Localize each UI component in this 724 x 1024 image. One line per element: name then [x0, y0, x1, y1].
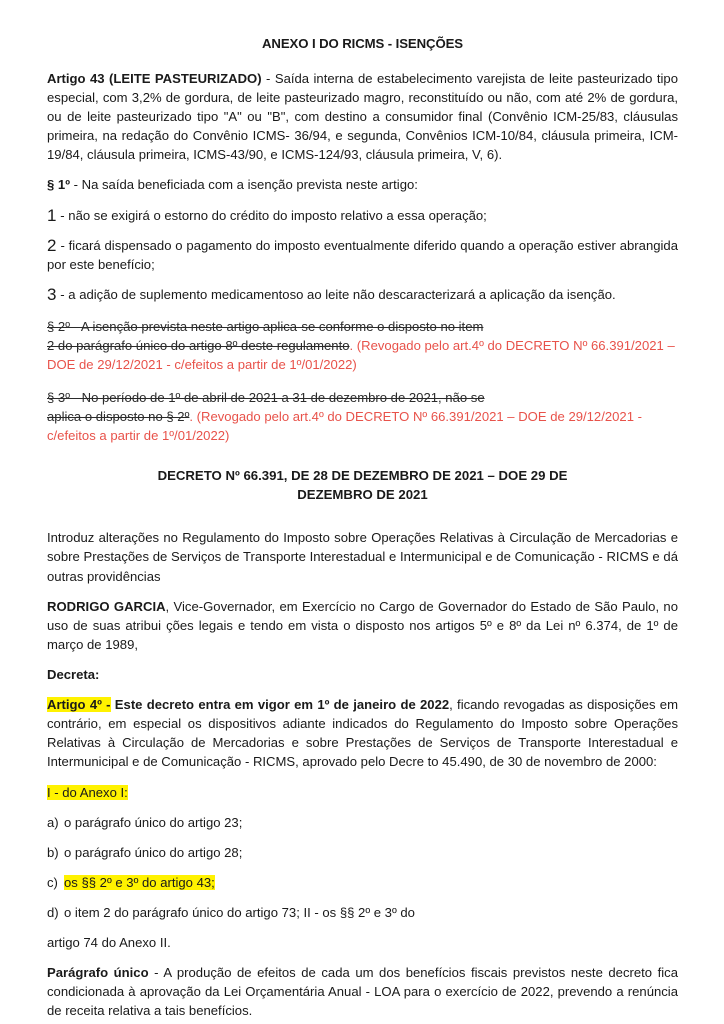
annex-letter-b-text: o parágrafo único do artigo 28;: [64, 844, 243, 860]
article-43-paragraph: [47, 69, 678, 165]
article-4-body: , ficando revogadas as disposições em contrário, em especial os dispositivos adiante indicados do Regulamento do Imposto sobre Operações Relativas à Circulação de Mercadorias e sobre Prestações de Serviços de Transporte Interestadual e Intermunicipal e de Comunicação - RICMS, aprovado pelo Decre to 45.490, de 30 de novembro de 2000:: [47, 697, 678, 770]
paragraph-1-body: - Na saída beneficiada com a isenção prevista neste artigo:: [70, 177, 418, 193]
article-4-bold-lead: Este decreto entra em vigor em 1º de janeiro de 2022: [110, 697, 450, 713]
annex-letter-d-text: o item 2 do parágrafo único do artigo 73; II - os §§ 2º e 3º do: [64, 904, 415, 920]
annex-letter-item-c: [47, 873, 678, 892]
paragraph-3-revoked: [47, 389, 678, 446]
page-title: ANEXO I DO RICMS - ISENÇÕES: [262, 36, 463, 51]
annex-letter-c-text: os §§ 2º e 3º do artigo 43;: [64, 874, 215, 890]
annex-letter-item-a: [47, 813, 678, 832]
decree-signatory-paragraph: [47, 597, 678, 654]
decree-heading-line-1: DECRETO Nº 66.391, DE 28 DE DEZEMBRO DE 2021 – DOE 29 DE: [157, 467, 568, 483]
paragraph-2-struck-line-1: § 2º - A isenção prevista neste artigo aplica-se conforme o disposto no item: [47, 318, 484, 334]
paragraph-2-revoked-block: [47, 318, 678, 375]
decreta-label: [47, 665, 678, 684]
article-4-paragraph: [47, 695, 678, 771]
list-item-3-number: 3: [47, 284, 57, 304]
paragraph-1-label: § 1º: [47, 177, 70, 193]
annex-letter-item-d: [47, 903, 678, 922]
list-item-2-number: 2: [47, 235, 57, 255]
paragraph-2-revoked: [47, 318, 678, 375]
annex-letter-item-b: [47, 843, 678, 862]
annex-letter-b-label: b): [47, 844, 59, 860]
article-4-label: Artigo 4º -: [47, 697, 111, 713]
paragraph-1: [47, 175, 678, 194]
paragraph-2-struck-line-2: 2 do parágrafo único do artigo 8º deste regulamento: [47, 337, 350, 353]
article-43-label: Artigo 43 (LEITE PASTEURIZADO): [47, 70, 262, 86]
annex-section-heading: [47, 783, 678, 802]
annex-section-heading-text: I - do Anexo I:: [47, 784, 128, 800]
decree-heading: [47, 467, 678, 504]
sole-paragraph-label: Parágrafo único: [47, 965, 149, 981]
decree-heading-line-2: DEZEMBRO DE 2021: [297, 486, 428, 502]
decree-heading-spacer: [47, 504, 678, 528]
list-item-3: [47, 285, 678, 304]
annex-letter-d-label: d): [47, 904, 59, 920]
paragraph-3-revocation-note: . (Revogado pelo art.4º do DECRETO Nº 66.391/2021 – DOE de 29/12/2021 - c/efeitos a partir de 1º/01/2022): [47, 408, 642, 443]
paragraph-3-struck-line-2: aplica o disposto no § 2º: [47, 408, 190, 424]
decree-signatory-name: RODRIGO GARCIA: [47, 598, 166, 614]
list-item-3-text: - a adição de suplemento medicamentoso ao leite não descaracterizará a aplicação da isenção.: [56, 286, 616, 302]
annex-letter-a-text: o parágrafo único do artigo 23;: [64, 814, 243, 830]
sole-paragraph: [47, 963, 678, 1020]
annex-continuation: artigo 74 do Anexo II.: [47, 935, 171, 951]
list-item-1-text: - não se exigirá o estorno do crédito do imposto relativo a essa operação;: [56, 207, 487, 223]
list-item-1-number: 1: [47, 205, 57, 225]
decree-preamble: Introduz alterações no Regulamento do Imposto sobre Operações Relativas à Circulação de Mercadorias e sobre Prestações de Serviços de Transporte Interestadual e Intermunicipal e de Comunicação - RICMS e dá outras providências: [47, 530, 678, 584]
paragraph-3-revoked-block: [47, 389, 678, 446]
article-43-body: - Saída interna de estabelecimento varejista de leite pasteurizado tipo especial, com 3,2% de gordura, de leite pasteurizado magro, reconstituído ou não, com até 2% de gordura, ou de leite pasteurizado tipo "A" ou "B", com destino a consumidor final (Convênio ICM-25/83, cláusulas primeira, na redação do Convênio ICMS- 36/94, e segunda, Convênios ICM-10/84, cláusula primeira, ICM-19/84, cláusula primeira, ICMS-43/90, e ICMS-124/93, cláusula primeira, V, 6).: [47, 70, 678, 163]
sole-paragraph-body: - A produção de efeitos de cada um dos benefícios fiscais previstos neste decreto fica condicionada à aprovação da Lei Orçamentária Anual - LOA para o exercício de 2022, prevendo a renúncia de receita relativa a tais benefícios.: [47, 965, 678, 1019]
decreta-label-text: Decreta:: [47, 666, 100, 682]
annex-letter-a-label: a): [47, 814, 59, 830]
list-item-2: [47, 236, 678, 274]
paragraph-2-revocation-note: . (Revogado pelo art.4º do DECRETO Nº 66.391/2021 – DOE de 29/12/2021 - c/efeitos a partir de 1º/01/2022): [47, 337, 675, 372]
list-item-2-text: - ficará dispensado o pagamento do imposto eventualmente diferido quando a operação estiver abrangida por este benefício;: [47, 237, 678, 272]
list-item-1: [47, 206, 678, 225]
paragraph-3-struck-line-1: § 3º - No período de 1º de abril de 2021 a 31 de dezembro de 2021, não se: [47, 389, 485, 405]
decree-signatory-body: , Vice-Governador, em Exercício no Cargo de Governador do Estado de São Paulo, no uso de suas atribui ções legais e tendo em vista o disposto nos artigos 5º e 8º da Lei nº 6.374, de 1º de março de 1989,: [47, 598, 678, 652]
annex-letter-c-label: c): [47, 874, 58, 890]
